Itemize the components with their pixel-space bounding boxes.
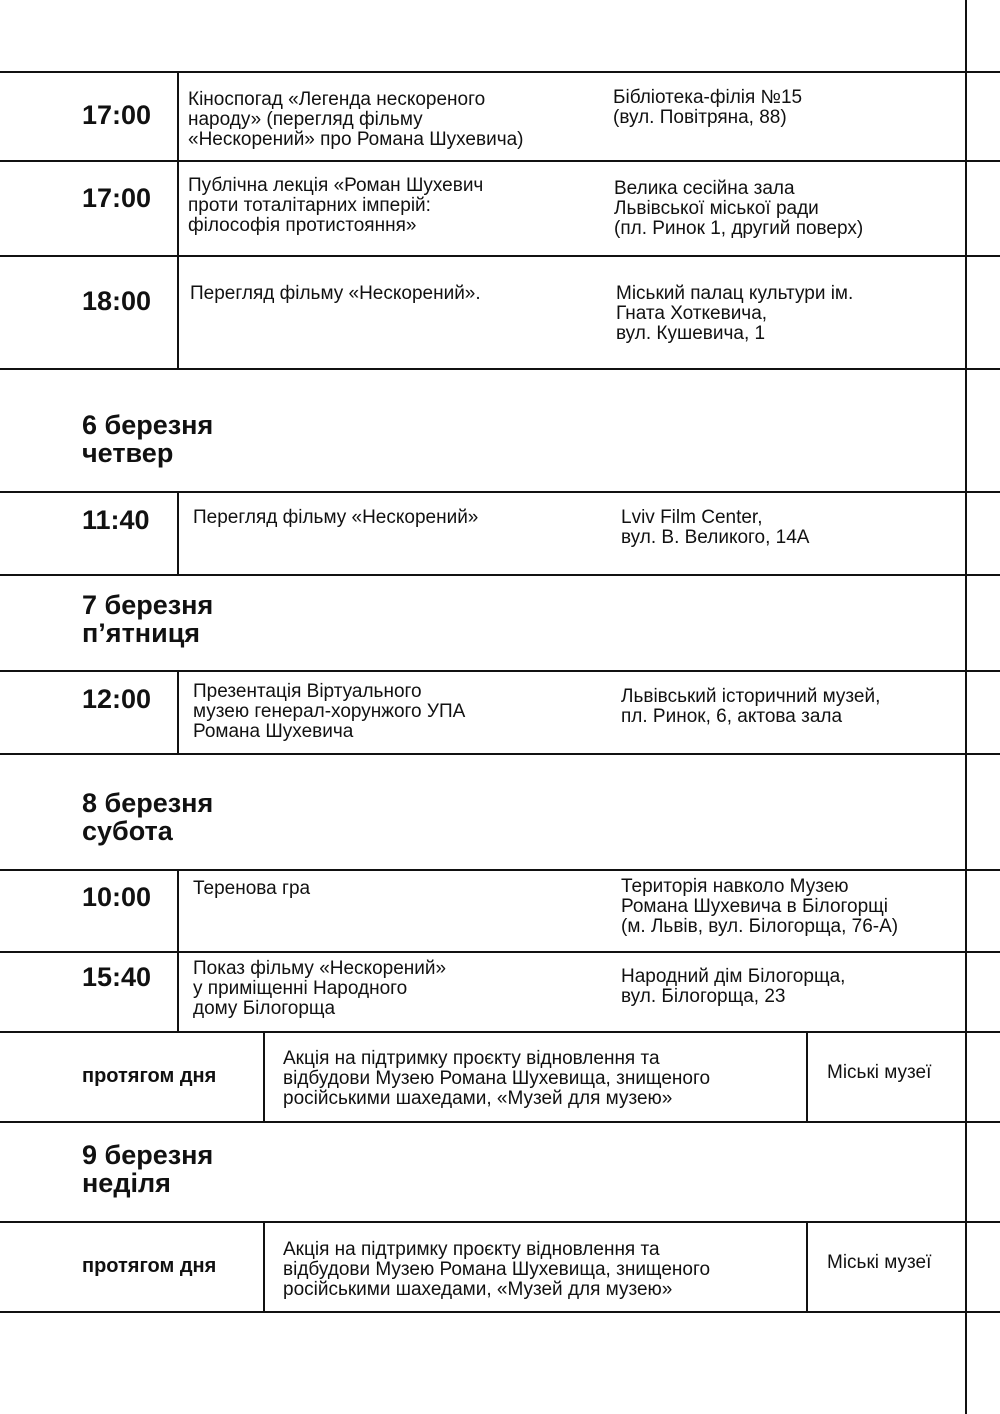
event-title: Перегляд фільму «Нескорений». bbox=[190, 283, 481, 304]
event-time: 11:40 bbox=[82, 505, 150, 535]
table-rule bbox=[0, 574, 1000, 576]
day-heading: 8 березня субота bbox=[82, 788, 214, 846]
table-rule bbox=[0, 255, 1000, 257]
table-rule bbox=[0, 491, 1000, 493]
event-place: Бібліотека-філія №15 (вул. Повітряна, 88) bbox=[613, 87, 803, 128]
table-rule bbox=[0, 670, 1000, 672]
table-rule bbox=[0, 368, 1000, 370]
table-rule bbox=[0, 1311, 1000, 1313]
table-rule bbox=[0, 71, 1000, 73]
event-place: Народний дім Білогорща, вул. Білогорща, 23 bbox=[621, 966, 846, 1007]
event-time: протягом дня bbox=[82, 1065, 217, 1087]
event-place: Міські музеї bbox=[827, 1062, 932, 1083]
column-divider bbox=[177, 71, 179, 370]
day-heading: 6 березня четвер bbox=[82, 410, 214, 468]
right-border bbox=[965, 0, 967, 1414]
event-time: протягом дня bbox=[82, 1255, 217, 1277]
day-heading: 7 березня п’ятниця bbox=[82, 590, 214, 648]
event-title: Перегляд фільму «Нескорений» bbox=[193, 507, 479, 528]
event-time: 17:00 bbox=[82, 183, 152, 213]
event-place: Велика сесійна зала Львівської міської ради (пл. Ринок 1, другий поверх) bbox=[614, 178, 864, 239]
event-time: 15:40 bbox=[82, 962, 152, 992]
event-time: 12:00 bbox=[82, 684, 152, 714]
table-rule bbox=[0, 1221, 1000, 1223]
table-rule bbox=[0, 753, 1000, 755]
event-title: Презентація Віртуального музею генерал-хорунжого УПА Романа Шухевича bbox=[193, 681, 466, 742]
table-rule bbox=[0, 1121, 1000, 1123]
column-divider bbox=[806, 1031, 808, 1123]
column-divider bbox=[177, 491, 179, 576]
event-title: Показ фільму «Нескорений» у приміщенні Народного дому Білогорща bbox=[193, 958, 447, 1019]
event-place: Територія навколо Музею Романа Шухевича в Білогорщі (м. Львів, вул. Білогорща, 76-А) bbox=[621, 876, 899, 937]
event-time: 18:00 bbox=[82, 286, 152, 316]
day-heading: 9 березня неділя bbox=[82, 1140, 214, 1198]
column-divider bbox=[177, 670, 179, 755]
event-place: Lviv Film Center, вул. В. Великого, 14А bbox=[621, 507, 810, 548]
event-title: Кіноспогад «Легенда нескореного народу» (перегляд фільму «Нескорений» про Романа Шухевича) bbox=[188, 89, 524, 150]
table-rule bbox=[0, 869, 1000, 871]
event-title: Теренова гра bbox=[193, 878, 311, 899]
event-time: 17:00 bbox=[82, 100, 152, 130]
event-title: Акція на підтримку проєкту відновлення та відбудови Музею Романа Шухевища, знищеного російськими шахедами, «Музей для музею» bbox=[283, 1048, 711, 1109]
event-time: 10:00 bbox=[82, 882, 152, 912]
column-divider bbox=[263, 1221, 265, 1313]
table-rule bbox=[0, 1031, 1000, 1033]
event-place: Міський палац культури ім. Гната Хоткевича, вул. Кушевича, 1 bbox=[616, 283, 854, 344]
column-divider bbox=[177, 869, 179, 1033]
event-title: Акція на підтримку проєкту відновлення та відбудови Музею Романа Шухевища, знищеного російськими шахедами, «Музей для музею» bbox=[283, 1239, 711, 1300]
event-place: Львівський історичний музей, пл. Ринок, 6, актова зала bbox=[621, 686, 881, 727]
table-rule bbox=[0, 160, 1000, 162]
table-rule bbox=[0, 951, 1000, 953]
column-divider bbox=[263, 1031, 265, 1123]
column-divider bbox=[806, 1221, 808, 1313]
event-title: Публічна лекція «Роман Шухевич проти тоталітарних імперій: філософія протистояння» bbox=[188, 175, 484, 236]
event-place: Міські музеї bbox=[827, 1252, 932, 1273]
